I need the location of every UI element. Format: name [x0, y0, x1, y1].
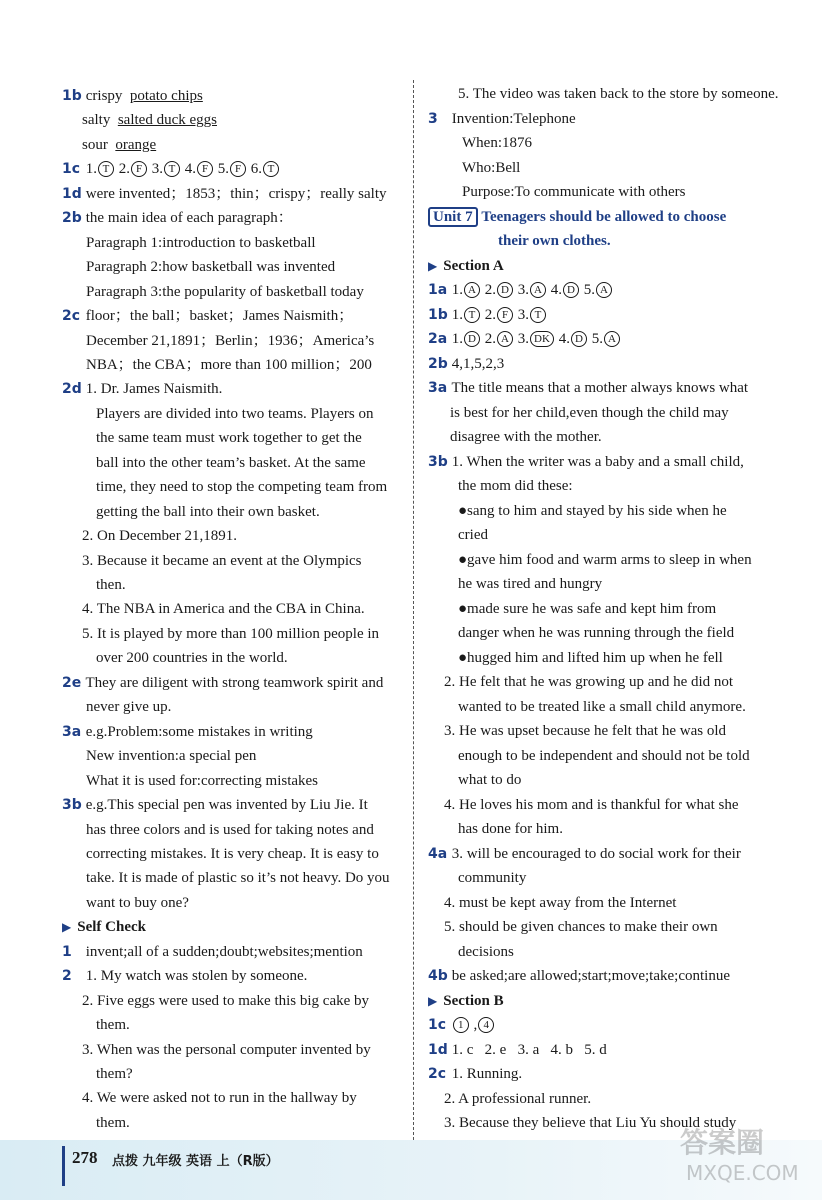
question-tag: 2a: [428, 331, 448, 347]
answer-text: New invention:a special pen: [86, 748, 257, 765]
circled-answer: T: [464, 307, 480, 323]
answer-text: has three colors and is used for taking notes and: [86, 821, 374, 838]
answer-number: ,: [473, 1017, 478, 1033]
text-line: [428, 305, 547, 325]
text-line: [96, 1113, 130, 1133]
answer-text: Paragraph 1:introduction to basketball: [86, 234, 316, 251]
answer-text: then.: [96, 577, 126, 593]
text-line: [428, 256, 504, 276]
circled-answer: 4: [478, 1017, 494, 1033]
text-line: [458, 550, 752, 570]
text-line: [458, 648, 723, 668]
answer-text: what to do: [458, 772, 522, 788]
answer-number: 3.: [517, 331, 529, 347]
answer-text: NBA；the CBA；more than 100 million；200: [86, 356, 372, 373]
question-tag: 4b: [428, 968, 448, 984]
text-line: [428, 354, 504, 374]
text-line: [96, 648, 288, 668]
text-line: [86, 355, 372, 375]
answer-text: the main idea of each paragraph：: [85, 210, 293, 227]
answer-text: the mom did these:: [458, 478, 573, 494]
question-tag: 3a: [62, 723, 82, 740]
answer-number: 4.: [558, 331, 570, 347]
answer-text: time, they need to stop the competing team from: [96, 479, 388, 496]
text-line: [462, 182, 686, 202]
text-line: [450, 403, 729, 423]
unit-title-cont: their own clothes.: [498, 233, 611, 249]
question-tag: 1: [62, 943, 72, 960]
text-line: [458, 476, 573, 496]
answer-text: crispy: [85, 88, 130, 104]
circled-answer: D: [571, 331, 587, 347]
watermark-logo: [676, 1118, 806, 1188]
answer-number: 2.: [484, 306, 496, 323]
column-divider: [413, 80, 414, 1140]
circled-answer: T: [98, 161, 114, 177]
answer-text: Invention:Telephone: [451, 110, 576, 127]
question-tag: 2e: [62, 674, 82, 691]
text-line: [82, 551, 361, 571]
text-line: [428, 844, 741, 864]
circled-answer: D: [563, 282, 579, 298]
answer-text: he was tired and hungry: [458, 576, 603, 592]
answer-number: 5.: [583, 282, 595, 298]
circled-answer: F: [230, 161, 246, 177]
answer-number: 1.: [85, 161, 97, 178]
question-tag: 1b: [428, 306, 448, 323]
circled-answer: T: [530, 307, 546, 323]
answer-text: them.: [96, 1017, 130, 1034]
question-tag: 3b: [428, 453, 448, 470]
answer-text: 2. On December 21,1891.: [82, 528, 237, 545]
answer-text: December 21,1891；Berlin；1936；America’s: [86, 332, 375, 349]
answer-text: enough to be independent and should not be told: [458, 747, 750, 764]
text-line: [458, 501, 727, 521]
answer-text: ●hugged him and lifted him up when he fell: [458, 649, 723, 666]
answer-text: ●made sure he was safe and kept him from: [458, 600, 717, 617]
answer-text: is best for her child,even though the child may: [450, 404, 729, 421]
text-line: [86, 893, 189, 913]
text-line: [458, 599, 716, 619]
circled-answer: F: [197, 161, 213, 177]
text-line: [82, 110, 217, 130]
triangle-icon: ▶: [62, 920, 72, 935]
text-line: [458, 623, 734, 643]
underlined-answer: orange: [115, 136, 157, 153]
question-tag: 3: [428, 110, 438, 127]
text-line: [458, 770, 521, 790]
answer-text: were invented；1853；thin；crispy；really salty: [85, 185, 387, 202]
circled-answer: F: [131, 161, 147, 177]
answer-text: e.g.This special pen was invented by Liu Jie. It: [85, 797, 368, 814]
text-line: [62, 966, 307, 986]
answer-text: 3. When was the personal computer invented by: [82, 1041, 371, 1058]
question-tag: 2b: [428, 355, 448, 372]
answer-text: 3. Because they believe that Liu Yu should study: [444, 1115, 737, 1131]
answer-text: 4,1,5,2,3: [451, 355, 505, 372]
answer-text: be asked;are allowed;start;move;take;continue: [451, 968, 730, 984]
answer-text: Paragraph 3:the popularity of basketball today: [86, 283, 364, 300]
text-line: [428, 280, 613, 300]
text-line: [450, 427, 602, 447]
answer-text: 3. will be encouraged to do social work for their: [451, 845, 741, 862]
question-tag: 1d: [62, 185, 82, 202]
circled-answer: T: [164, 161, 180, 177]
answer-text: take. It is made of plastic so it’s not heavy. Do you: [86, 870, 390, 887]
text-line: [62, 722, 313, 742]
text-line: [458, 746, 750, 766]
circled-answer: A: [497, 331, 513, 347]
answer-text: 3. He was upset because he felt that he was old: [444, 723, 726, 739]
answer-text: 1. c 2. e 3. a 4. b 5. d: [451, 1041, 607, 1058]
text-line: [458, 84, 778, 104]
underlined-answer: potato chips: [129, 88, 203, 104]
unit-badge: Unit 7: [428, 207, 478, 227]
answer-text: The title means that a mother always knows what: [451, 380, 749, 396]
answer-text: correcting mistakes. It is very cheap. It is easy to: [86, 845, 379, 862]
answer-number: 1.: [451, 282, 463, 298]
answer-text: Who:Bell: [462, 159, 521, 176]
text-line: [96, 575, 126, 595]
answer-text: 2. He felt that he was growing up and he did not: [444, 674, 734, 690]
question-tag: 2: [62, 968, 72, 985]
circled-answer: D: [497, 282, 513, 298]
text-line: [428, 991, 504, 1011]
text-line: [428, 1064, 522, 1084]
text-line: [428, 452, 744, 472]
text-line: [62, 184, 387, 204]
question-tag: 2c: [62, 308, 81, 325]
circled-answer: A: [604, 331, 620, 347]
answer-text: sour: [82, 136, 116, 153]
watermark-url: MXQE.COM: [686, 1161, 799, 1185]
text-line: [428, 1015, 495, 1035]
circled-answer: A: [530, 282, 546, 298]
answer-text: 1. Dr. James Naismith.: [85, 381, 223, 398]
underlined-answer: salted duck eggs: [117, 112, 217, 129]
question-tag: 3b: [62, 797, 82, 814]
unit-title: Teenagers should be allowed to choose: [481, 208, 727, 225]
answer-text: 4. We were asked not to run in the hallway by: [82, 1090, 357, 1107]
text-line: [96, 1064, 133, 1084]
circled-answer: A: [596, 282, 612, 298]
footer-rule: [62, 1146, 65, 1186]
circled-answer: T: [263, 161, 279, 177]
answer-text: floor；the ball；basket；James Naismith；: [85, 308, 354, 325]
text-line: [458, 819, 563, 839]
answer-text: never give up.: [86, 699, 172, 716]
question-tag: 1b: [62, 88, 82, 104]
answer-text: disagree with the mother.: [450, 429, 602, 445]
answer-text: e.g.Problem:some mistakes in writing: [85, 723, 313, 740]
answer-text: 4. He loves his mom and is thankful for what she: [444, 796, 739, 813]
text-line: [86, 257, 335, 277]
text-line: [444, 893, 676, 913]
text-line: [96, 428, 362, 448]
question-tag: 2b: [62, 210, 82, 227]
answer-text: Paragraph 2:how basketball was invented: [86, 259, 336, 276]
text-line: [96, 404, 373, 424]
answer-number: 4.: [550, 282, 562, 298]
answer-number: 2.: [118, 161, 130, 178]
question-tag: 1a: [428, 282, 448, 298]
text-line: [458, 868, 526, 888]
question-tag: 4a: [428, 845, 448, 862]
question-tag: 1c: [428, 1017, 447, 1033]
text-line: [458, 574, 602, 594]
section-heading: Section B: [443, 992, 504, 1009]
answer-text: When:1876: [462, 135, 532, 151]
answer-text: the same team must work together to get the: [96, 430, 362, 447]
text-line: [458, 525, 488, 545]
text-line: [86, 282, 364, 302]
circled-answer: DK: [530, 331, 554, 347]
section-heading: Self Check: [77, 919, 146, 936]
answer-text: What it is used for:correcting mistakes: [86, 772, 319, 789]
answer-number: 5.: [591, 331, 603, 347]
answer-text: invent;all of a sudden;doubt;websites;mention: [85, 943, 363, 960]
text-line: [462, 133, 532, 153]
answer-number: 3.: [517, 306, 529, 323]
text-line: [458, 697, 746, 717]
text-line: [86, 868, 390, 888]
answer-text: has done for him.: [458, 821, 563, 837]
text-line: [62, 208, 293, 228]
question-tag: 1d: [428, 1041, 448, 1058]
answer-text: ●sang to him and stayed by his side when he: [458, 502, 727, 519]
triangle-icon: ▶: [428, 258, 438, 273]
text-line: [82, 1040, 371, 1060]
answer-text: 1. When the writer was a baby and a small child,: [451, 453, 744, 470]
answer-number: 4.: [184, 161, 196, 178]
text-line: [458, 942, 514, 962]
text-line: [86, 844, 379, 864]
text-line: [444, 672, 733, 692]
circled-answer: 1: [453, 1017, 469, 1033]
circled-answer: D: [464, 331, 480, 347]
answer-text: over 200 countries in the world.: [96, 650, 288, 667]
text-line: [82, 135, 156, 155]
text-line: [444, 795, 739, 815]
text-line: [86, 697, 171, 717]
text-line: [62, 306, 353, 326]
answer-number: 3.: [151, 161, 163, 178]
text-line: [96, 502, 320, 522]
text-line: [96, 477, 387, 497]
answer-text: want to buy one?: [86, 894, 189, 911]
text-line: [86, 331, 374, 351]
answer-text: 1. Running.: [451, 1066, 523, 1082]
answer-text: 1. My watch was stolen by someone.: [85, 968, 308, 985]
text-line: [428, 966, 730, 986]
text-line: [428, 207, 726, 227]
answer-text: ●gave him food and warm arms to sleep in when: [458, 551, 752, 568]
answer-text: 2. Five eggs were used to make this big cake by: [82, 992, 370, 1009]
question-tag: 2d: [62, 381, 82, 398]
answer-text: ball into the other team’s basket. At the same: [96, 454, 366, 471]
answer-text: decisions: [458, 943, 514, 960]
section-heading: Section A: [443, 257, 504, 274]
answer-text: 5. It is played by more than 100 million people in: [82, 625, 380, 642]
text-line: [62, 673, 383, 693]
text-line: [82, 1088, 357, 1108]
answer-text: danger when he was running through the field: [458, 625, 735, 641]
answer-text: community: [458, 870, 527, 886]
answer-text: them.: [96, 1114, 130, 1131]
answer-text: getting the ball into their own basket.: [96, 503, 320, 520]
text-line: [428, 378, 748, 398]
text-line: [82, 599, 365, 619]
answer-text: wanted to be treated like a small child anymore.: [458, 698, 746, 715]
answer-number: 6.: [250, 161, 262, 178]
answer-text: 4. must be kept away from the Internet: [444, 894, 677, 911]
text-line: [96, 453, 366, 473]
text-line: [62, 86, 203, 106]
text-line: [462, 158, 520, 178]
answer-text: 5. The video was taken back to the store by someone.: [458, 86, 779, 102]
answer-text: them?: [96, 1066, 133, 1082]
text-line: [498, 231, 611, 251]
question-tag: 1c: [62, 161, 81, 178]
answer-text: 4. The NBA in America and the CBA in China.: [82, 601, 365, 618]
answer-text: cried: [458, 527, 488, 543]
text-line: [62, 942, 363, 962]
question-tag: 3a: [428, 380, 448, 396]
text-line: [428, 329, 621, 349]
answer-number: 5.: [217, 161, 229, 178]
watermark-text: 答案圈: [680, 1126, 765, 1159]
circled-answer: F: [497, 307, 513, 323]
text-line: [82, 624, 379, 644]
answer-number: 2.: [484, 331, 496, 347]
text-line: [444, 917, 718, 937]
text-line: [96, 1015, 130, 1035]
answer-number: 3.: [517, 282, 529, 298]
answer-text: 3. Because it became an event at the Olympics: [82, 552, 362, 569]
answer-text: They are diligent with strong teamwork spirit and: [85, 674, 384, 691]
question-tag: 2c: [428, 1066, 447, 1082]
text-line: [444, 1089, 591, 1109]
answer-text: salty: [82, 112, 118, 129]
answer-text: 5. should be given chances to make their own: [444, 919, 718, 935]
text-line: [62, 379, 222, 399]
answer-number: 1.: [451, 331, 463, 347]
text-line: [82, 526, 237, 546]
answer-number: 1.: [451, 306, 463, 323]
answer-text: Purpose:To communicate with others: [462, 184, 686, 200]
text-line: [86, 746, 256, 766]
text-line: [428, 109, 576, 129]
page-number: 278: [72, 1148, 98, 1167]
answer-text: 2. A professional runner.: [444, 1090, 592, 1107]
circled-answer: A: [464, 282, 480, 298]
text-line: [86, 820, 374, 840]
text-line: [86, 771, 318, 791]
text-line: [428, 1040, 607, 1060]
book-title: 点拨 九年级 英语 上（R版）: [112, 1154, 279, 1169]
answer-number: 2.: [484, 282, 496, 298]
text-line: [62, 917, 146, 937]
triangle-icon: ▶: [428, 993, 438, 1008]
answer-text: Players are divided into two teams. Players on: [96, 405, 374, 422]
text-line: [82, 991, 369, 1011]
text-line: [86, 233, 316, 253]
text-line: [62, 795, 368, 815]
text-line: [62, 159, 280, 179]
text-line: [444, 721, 726, 741]
